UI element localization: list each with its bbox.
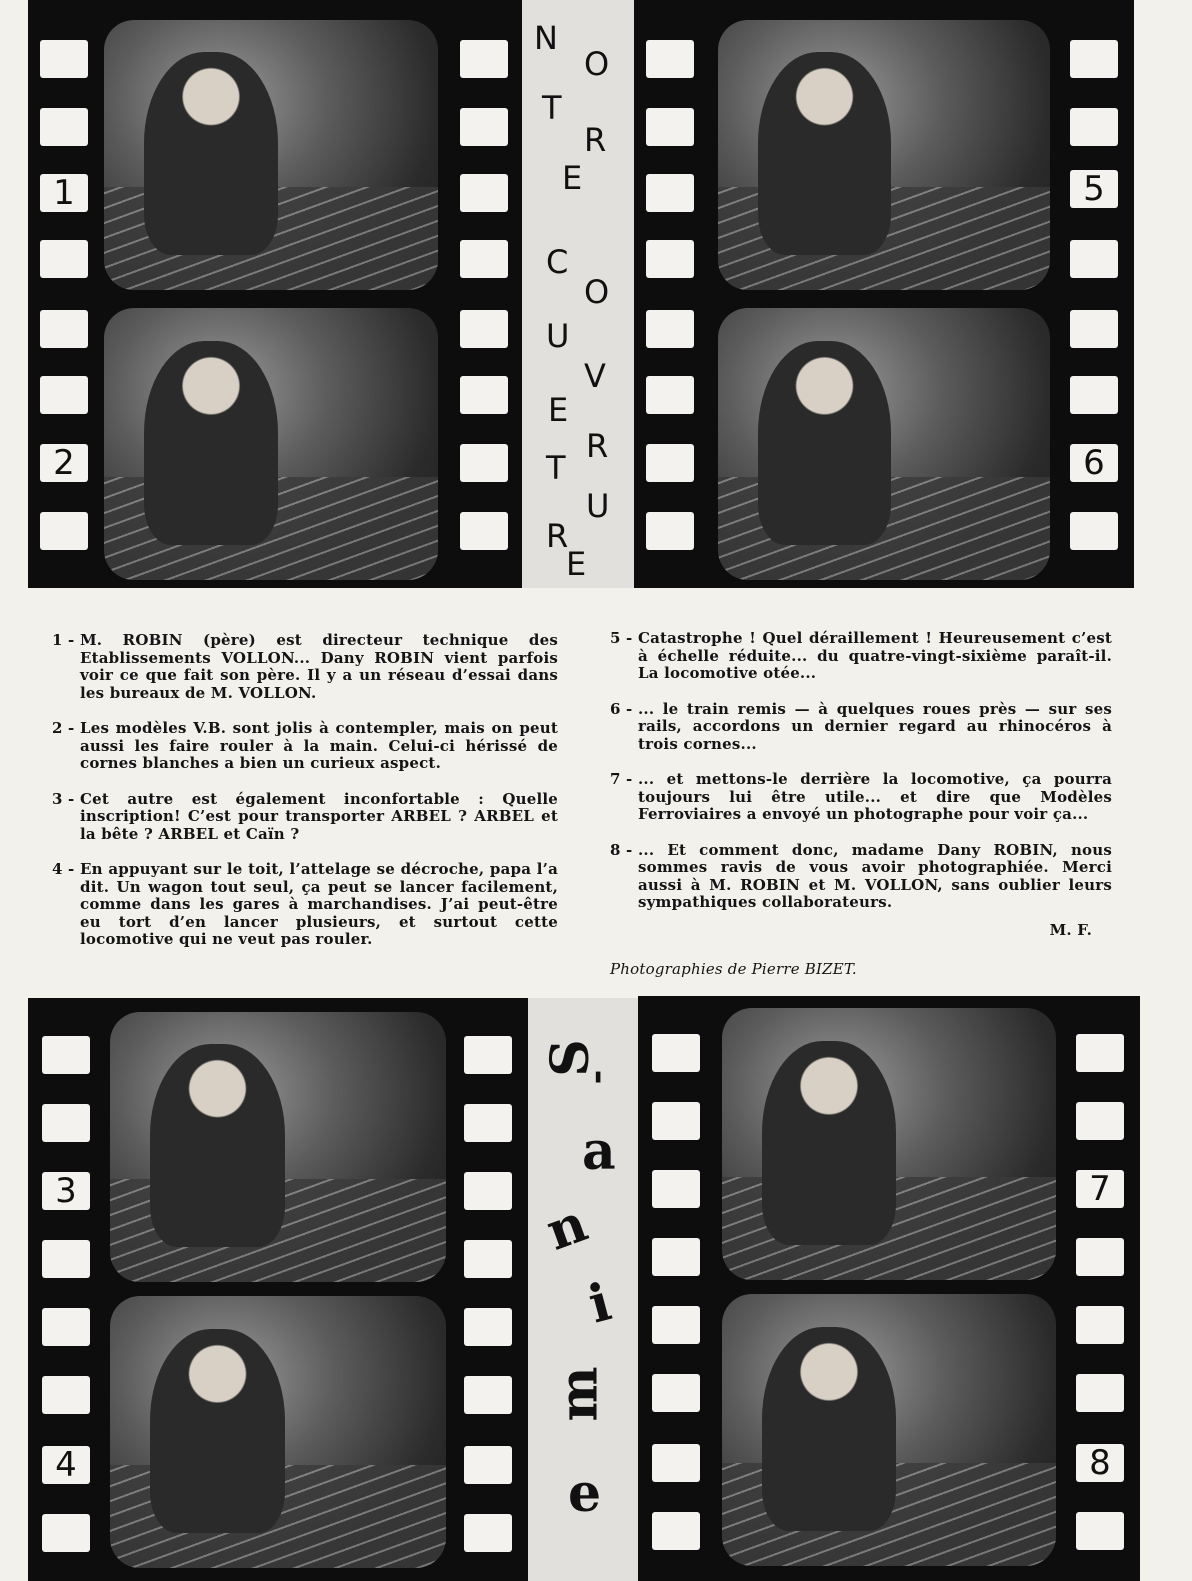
caption-number: 4 - [52, 860, 75, 878]
caption-text: Catastrophe ! Quel déraillement ! Heureusement c’est à échelle réduite... du quatre-vingt-sixième paraît-il. La locomotive otée... [638, 629, 1112, 682]
title-letter: U [586, 487, 610, 525]
photo-frame-5 [718, 20, 1050, 290]
sprocket-hole [460, 376, 508, 414]
sprocket-hole [1070, 512, 1118, 550]
frame-number-3: 3 [42, 1172, 90, 1210]
sprocket-hole [1076, 1512, 1124, 1550]
frame-number-6: 6 [1070, 444, 1118, 482]
caption-number: 3 - [52, 789, 75, 808]
caption-number: 8 - [610, 840, 633, 859]
sprocket-hole [460, 174, 508, 212]
sprocket-hole [1070, 240, 1118, 278]
photo-frame-7 [722, 1008, 1056, 1280]
caption-number: 5 - [610, 629, 633, 647]
sprocket-hole [1070, 376, 1118, 414]
anime-letter: i [582, 1271, 618, 1336]
sprocket-hole [1076, 1306, 1124, 1344]
caption-number: 7 - [610, 770, 633, 788]
caption-5 [610, 630, 1112, 683]
title-band-bottom [528, 998, 638, 1581]
caption-number: 1 - [52, 631, 75, 649]
title-letter: C [546, 243, 569, 281]
sprocket-hole [1070, 40, 1118, 78]
photo-credit: Photographies de Pierre BIZET. [610, 960, 857, 978]
photo-frame-6 [718, 308, 1050, 580]
title-letter: T [542, 89, 562, 127]
title-letter: O [584, 45, 610, 83]
frame-number-7: 7 [1076, 1170, 1124, 1208]
title-letter: V [584, 357, 606, 395]
frame-number-8: 8 [1076, 1444, 1124, 1482]
sprocket-hole [646, 108, 694, 146]
caption-8 [610, 842, 1112, 912]
author-signature: M. F. [1049, 920, 1092, 939]
frame-number-2: 2 [40, 444, 88, 482]
sprocket-hole [646, 240, 694, 278]
title-letter: T [546, 449, 566, 487]
frame-number-1: 1 [40, 174, 88, 212]
anime-letter: m [548, 1366, 610, 1422]
sprocket-hole [464, 1036, 512, 1074]
sprocket-hole [464, 1514, 512, 1552]
title-letter: E [562, 159, 583, 197]
title-letter: R [584, 121, 607, 159]
sprocket-hole [646, 174, 694, 212]
title-letter: U [546, 317, 570, 355]
caption-1 [52, 632, 558, 702]
sprocket-hole [40, 512, 88, 550]
sprocket-hole [1076, 1374, 1124, 1412]
photo-frame-2 [104, 308, 438, 580]
sprocket-hole [42, 1036, 90, 1074]
sprocket-hole [40, 240, 88, 278]
caption-text: En appuyant sur le toit, l’attelage se décroche, papa l’a dit. Un wagon tout seul, ça peut se lancer facilement, comme dans les gares à marchandises. J’ai peut-être eu tort d’en lancer plusieurs, et surtout cette locomotive qui ne veut pas rouler. [80, 860, 558, 948]
sprocket-hole [40, 310, 88, 348]
photo-frame-1 [104, 20, 438, 290]
caption-text: ... Et comment donc, madame Dany ROBIN, nous sommes ravis de vous avoir photographiée. Merci aussi à M. ROBIN et M. VOLLON, sans oublier leurs sympathiques collaborateurs. [638, 840, 1112, 911]
sprocket-hole [460, 108, 508, 146]
photo-frame-4 [110, 1296, 446, 1568]
caption-4 [52, 861, 558, 949]
sprocket-hole [42, 1514, 90, 1552]
caption-text: M. ROBIN (père) est directeur technique des Etablissements VOLLON... Dany ROBIN vient parfois voir ce que fait son père. Il y a un réseau d’essai dans les bureaux de M. VOLLON. [80, 631, 558, 702]
captions-left-column [52, 632, 558, 967]
sprocket-hole [460, 240, 508, 278]
sprocket-hole [464, 1172, 512, 1210]
sprocket-hole [42, 1376, 90, 1414]
sprocket-hole [646, 512, 694, 550]
film-strip-top-left [28, 0, 522, 588]
caption-text: ... et mettons-le derrière la locomotive, ça pourra toujours lui être utile... et dire que Modèles Ferroviaires a envoyé un photographe pour voir ça... [638, 770, 1112, 823]
sprocket-hole [42, 1308, 90, 1346]
captions-right-column [610, 630, 1112, 979]
sprocket-hole [40, 376, 88, 414]
sprocket-hole [460, 512, 508, 550]
sprocket-hole [42, 1104, 90, 1142]
sprocket-hole [1076, 1238, 1124, 1276]
sprocket-hole [1076, 1034, 1124, 1072]
caption-text: Cet autre est également inconfortable : Quelle inscription! C’est pour transporter ARBEL ? ARBEL et la bête ? ARBEL et Caïn ? [80, 789, 558, 843]
sprocket-hole [646, 444, 694, 482]
sprocket-hole [460, 444, 508, 482]
sprocket-hole [652, 1374, 700, 1412]
film-strip-top-right [634, 0, 1134, 588]
title-band-top [522, 0, 634, 588]
title-letter: E [566, 545, 587, 583]
caption-7 [610, 771, 1112, 824]
title-letter: R [546, 517, 569, 555]
sprocket-hole [652, 1512, 700, 1550]
caption-number: 2 - [52, 719, 75, 737]
title-letter: O [584, 273, 610, 311]
anime-letter: e [568, 1463, 602, 1524]
sprocket-hole [1070, 310, 1118, 348]
anime-letter: S [539, 1039, 601, 1077]
caption-6 [610, 701, 1112, 754]
sprocket-hole [464, 1446, 512, 1484]
sprocket-hole [646, 376, 694, 414]
title-letter: E [548, 391, 569, 429]
sprocket-hole [652, 1306, 700, 1344]
title-letter: R [586, 427, 609, 465]
caption-text: Les modèles V.B. sont jolis à contempler, mais on peut aussi les faire rouler à la main. Celui-ci hérissé de cornes blanches a bien un curieux aspect. [80, 719, 558, 772]
title-letter: N [534, 19, 558, 57]
anime-letter: n [538, 1192, 595, 1263]
sprocket-hole [40, 108, 88, 146]
sprocket-hole [464, 1308, 512, 1346]
caption-3 [52, 791, 558, 844]
sprocket-hole [40, 40, 88, 78]
sprocket-hole [460, 310, 508, 348]
sprocket-hole [1070, 108, 1118, 146]
film-strip-bottom-right [638, 996, 1140, 1581]
sprocket-hole [652, 1170, 700, 1208]
frame-number-5: 5 [1070, 170, 1118, 208]
sprocket-hole [464, 1376, 512, 1414]
caption-number: 6 - [610, 699, 633, 718]
sprocket-hole [460, 40, 508, 78]
caption-2 [52, 720, 558, 773]
sprocket-hole [652, 1034, 700, 1072]
anime-letter: a [582, 1121, 616, 1182]
sprocket-hole [646, 40, 694, 78]
photo-frame-8 [722, 1294, 1056, 1566]
film-strip-bottom-left [28, 998, 528, 1581]
sprocket-hole [652, 1238, 700, 1276]
photo-frame-3 [110, 1012, 446, 1282]
sprocket-hole [1076, 1102, 1124, 1140]
sprocket-hole [652, 1102, 700, 1140]
caption-text: ... le train remis — à quelques roues près — sur ses rails, accordons un dernier regard au rhinocéros à trois cornes... [638, 699, 1112, 753]
sprocket-hole [652, 1444, 700, 1482]
sprocket-hole [464, 1104, 512, 1142]
sprocket-hole [646, 310, 694, 348]
sprocket-hole [464, 1240, 512, 1278]
frame-number-4: 4 [42, 1446, 90, 1484]
anime-letter: ' [592, 1064, 605, 1111]
sprocket-hole [42, 1240, 90, 1278]
